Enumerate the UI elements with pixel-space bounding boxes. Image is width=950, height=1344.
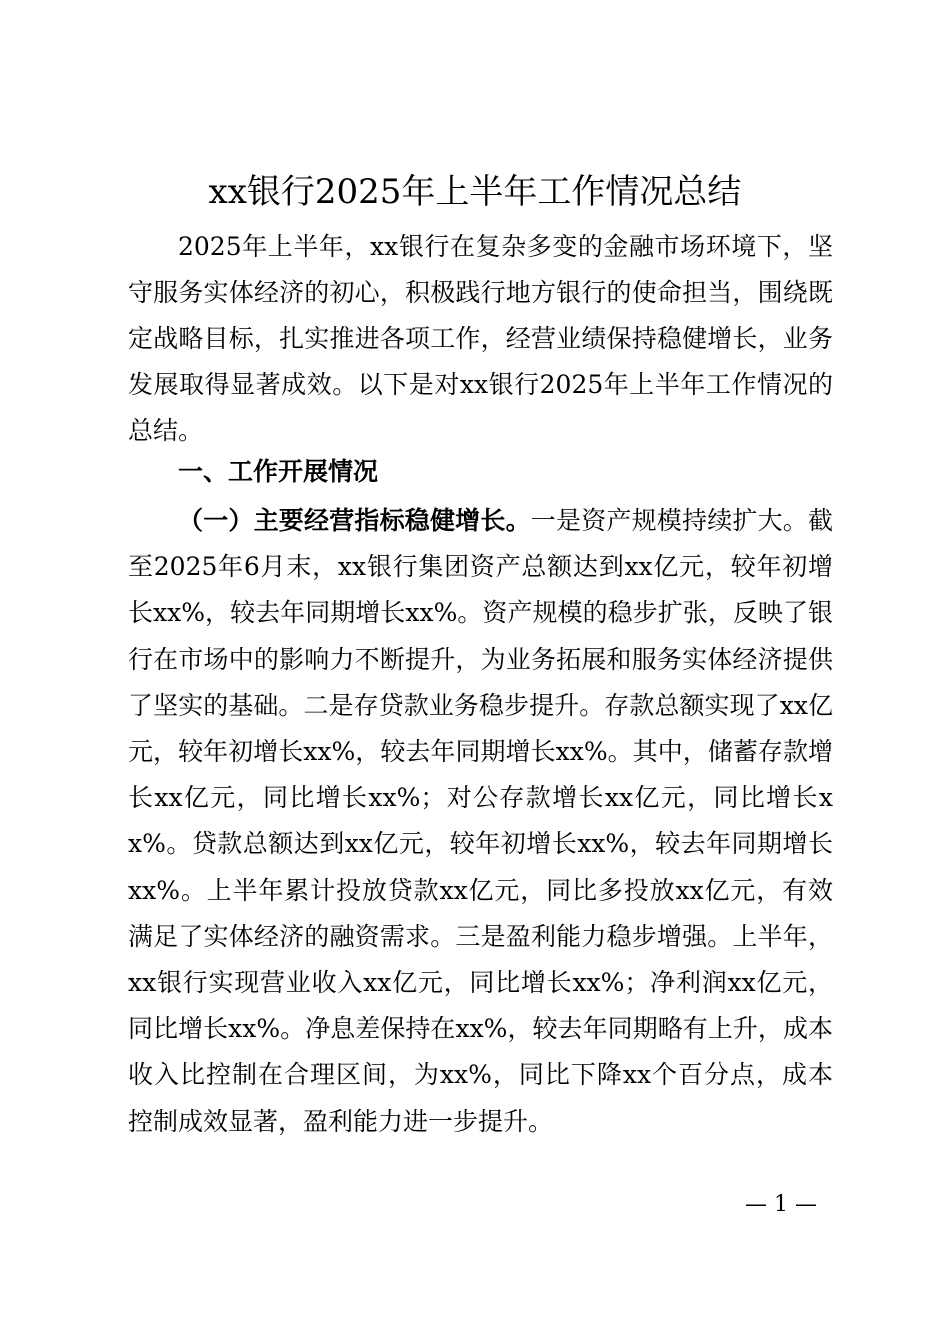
section-paragraph-key-indicators [128,498,833,1145]
section-heading-work-progress: 一、工作开展情况 [178,457,379,486]
intro-paragraph: 2025年上半年，xx银行在复杂多变的金融市场环境下，坚守服务实体经济的初心，积极践行地方银行的使命担当，围绕既定战略目标，扎实推进各项工作，经营业绩保持稳健增长，业务发展取得显著成效。以下是对xx银行2025年上半年工作情况的总结。 [128,232,833,445]
page-number: — 1 — [745,1192,817,1217]
subsection-body-key-indicators: 一是资产规模持续扩大。截至2025年6月末，xx银行集团资产总额达到xx亿元，较年初增长xx%，较去年同期增长xx%。资产规模的稳步扩张，反映了银行在市场中的影响力不断提升，为业务拓展和服务实体经济提供了坚实的基础。二是存贷款业务稳步提升。存款总额实现了xx亿元，较年初增长xx%，较去年同期增长xx%。其中，储蓄存款增长xx亿元，同比增长xx%；对公存款增长xx亿元，同比增长xx%。贷款总额达到xx亿元，较年初增长xx%，较去年同期增长xx%。上半年累计投放贷款xx亿元，同比多投放xx亿元，有效满足了实体经济的融资需求。三是盈利能力稳步增强。上半年，xx银行实现营业收入xx亿元，同比增长xx%；净利润xx亿元，同比增长xx%。净息差保持在xx%，较去年同期略有上升，成本收入比控制在合理区间，为xx%，同比下降xx个百分点，成本控制成效显著，盈利能力进一步提升。 [128,506,833,1136]
subsection-heading-key-indicators: （一）主要经营指标稳健增长。 [178,506,531,535]
document-title: xx银行2025年上半年工作情况总结 [208,172,742,212]
